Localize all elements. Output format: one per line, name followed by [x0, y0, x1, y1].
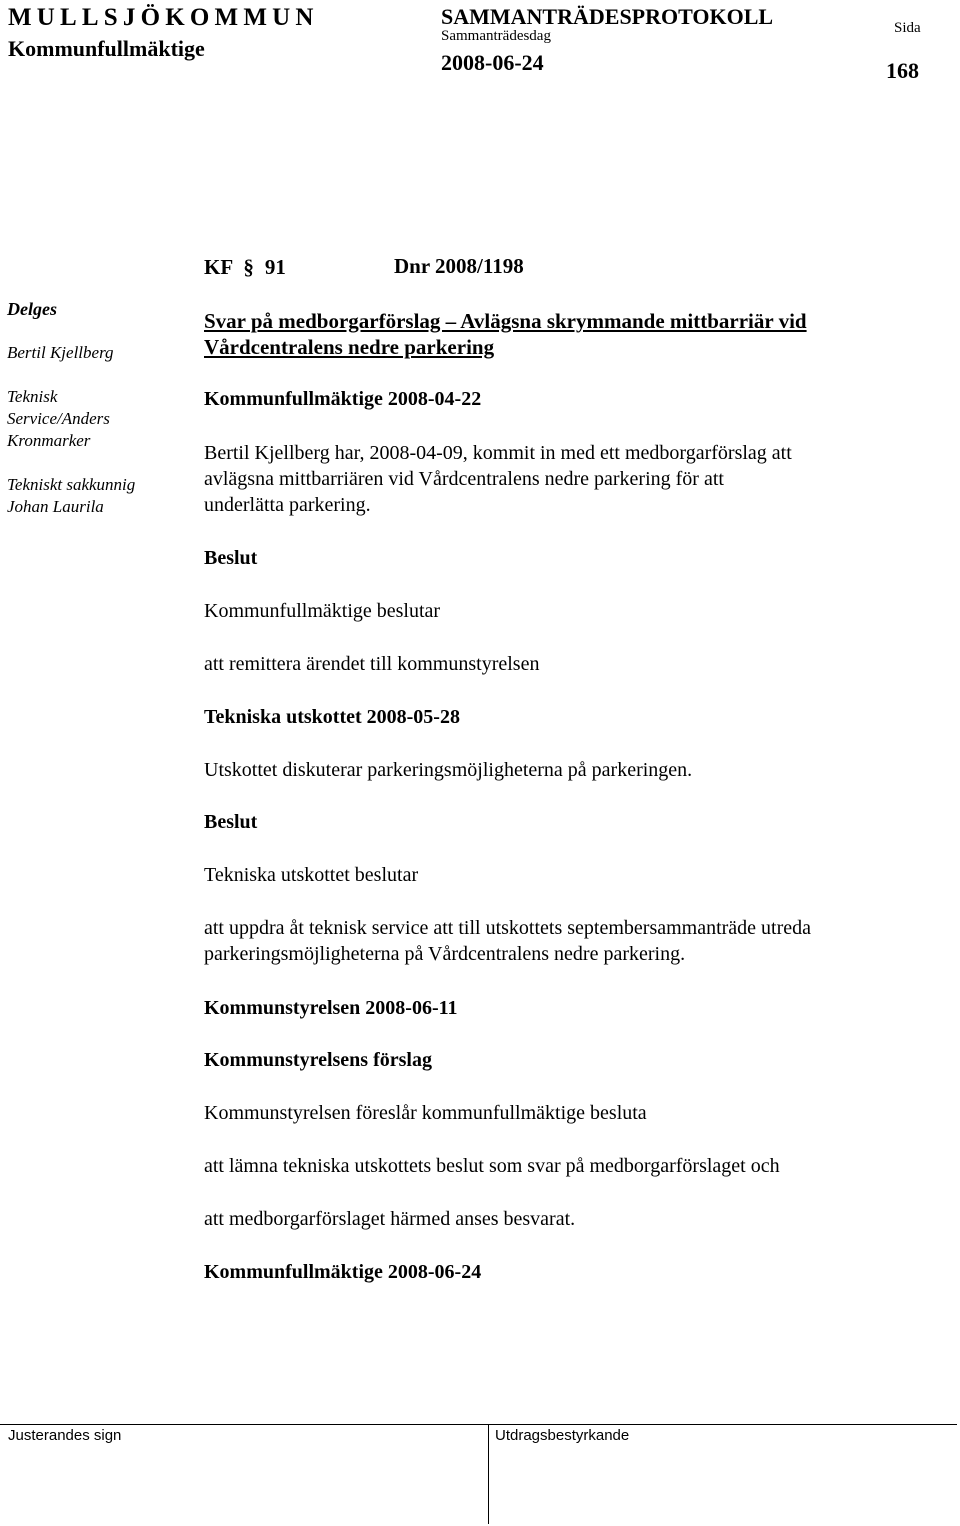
page-number: 168 — [886, 58, 919, 83]
body-name: Kommunfullmäktige — [8, 36, 205, 61]
section-sign: § — [243, 255, 254, 279]
sidebar-recipient: Kronmarker — [7, 431, 91, 450]
section-heading: Kommunstyrelsens förslag — [204, 1049, 432, 1071]
footer-column-divider — [488, 1424, 489, 1524]
section-heading: Kommunfullmäktige 2008-06-24 — [204, 1261, 482, 1283]
paragraph-line: att uppdra åt teknisk service att till utskottets septembersammanträde utreda — [204, 917, 812, 939]
paragraph-line: avlägsna mittbarriären vid Vårdcentralens nedre parkering för att — [204, 468, 724, 490]
footer-signature-label: Justerandes sign — [8, 1427, 122, 1444]
paragraph-line: underlätta parkering. — [204, 494, 371, 516]
case-title-line2: Vårdcentralens nedre parkering — [204, 335, 495, 359]
meeting-date: 2008-06-24 — [441, 50, 544, 75]
sidebar-heading: Delges — [7, 299, 57, 319]
paragraph-line: Bertil Kjellberg har, 2008-04-09, kommit in med ett medborgarförslag att — [204, 442, 792, 464]
paragraph-line: Utskottet diskuterar parkeringsmöjligheterna på parkeringen. — [204, 759, 693, 781]
sidebar-recipient: Johan Laurila — [7, 497, 104, 516]
case-number — [204, 254, 286, 280]
decision-heading: Beslut — [204, 547, 258, 569]
paragraph-line: parkeringsmöjligheterna på Vårdcentralens nedre parkering. — [204, 943, 686, 965]
section-heading: Tekniska utskottet 2008-05-28 — [204, 706, 460, 728]
paragraph-line: att medborgarförslaget härmed anses besvarat. — [204, 1208, 576, 1230]
paragraph-line: Tekniska utskottet beslutar — [204, 864, 419, 886]
paragraph-line: Kommunstyrelsen föreslår kommunfullmäktige besluta — [204, 1102, 647, 1124]
page-label: Sida — [894, 20, 921, 36]
sidebar-recipient: Teknisk — [7, 387, 58, 406]
section-heading: Kommunfullmäktige 2008-04-22 — [204, 388, 482, 410]
paragraph-line: att remittera ärendet till kommunstyrelsen — [204, 653, 540, 675]
kf-number: 91 — [264, 255, 286, 279]
sidebar-recipient: Bertil Kjellberg — [7, 343, 114, 362]
diary-number: Dnr 2008/1198 — [394, 254, 524, 278]
protocol-title: SAMMANTRÄDESPROTOKOLL — [441, 4, 774, 29]
paragraph-line: att lämna tekniska utskottets beslut som svar på medborgarförslaget och — [204, 1155, 780, 1177]
paragraph-line: Kommunfullmäktige beslutar — [204, 600, 441, 622]
footer-certification-label: Utdragsbestyrkande — [495, 1427, 630, 1444]
section-heading: Kommunstyrelsen 2008-06-11 — [204, 997, 458, 1019]
sidebar-recipient: Tekniskt sakkunnig — [7, 475, 136, 494]
kf-prefix: KF — [204, 255, 233, 279]
sidebar-recipient: Service/Anders — [7, 409, 110, 428]
decision-heading: Beslut — [204, 811, 258, 833]
case-title-line1: Svar på medborgarförslag – Avlägsna skrymmande mittbarriär vid — [204, 309, 807, 333]
meeting-date-label: Sammanträdesdag — [441, 28, 551, 44]
org-name: MULLSJÖKOMMUN — [8, 4, 319, 31]
footer-divider — [0, 1424, 957, 1425]
